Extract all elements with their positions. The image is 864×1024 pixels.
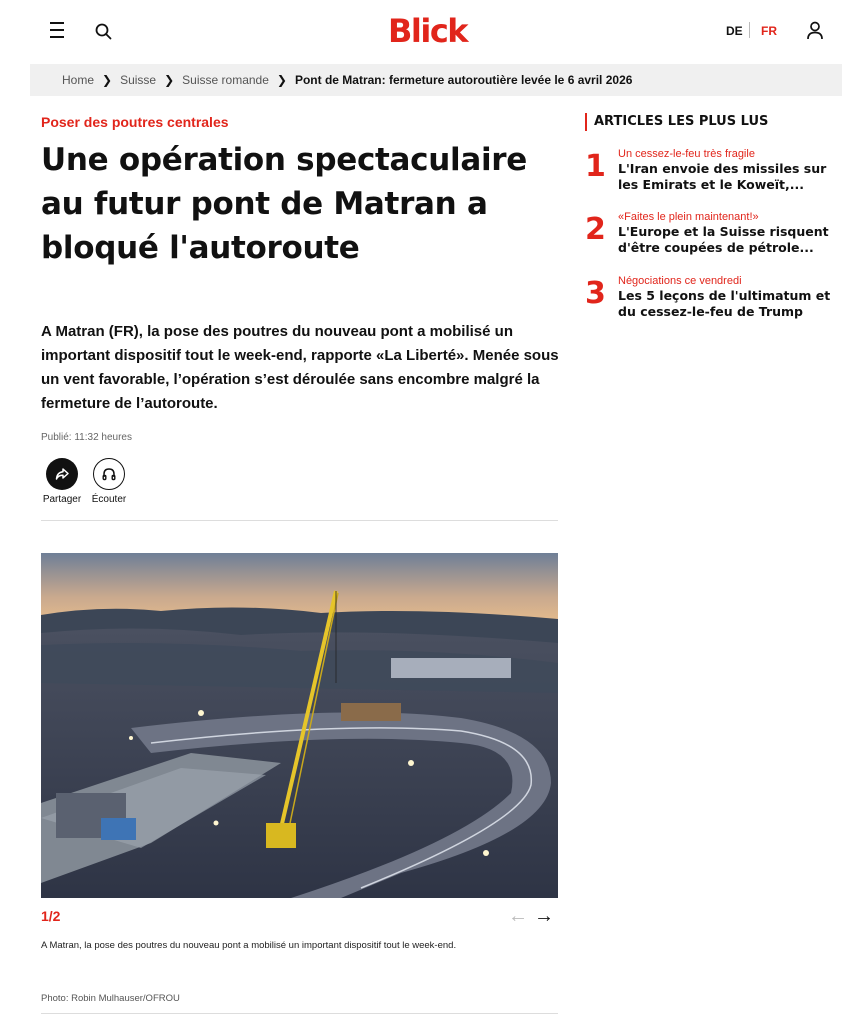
breadcrumb-home[interactable]: Home [62,73,95,87]
gallery-next-button[interactable]: → [534,905,554,927]
rank-number: 1 [585,149,606,184]
article-lead: A Matran (FR), la pose des poutres du nouveau pont a mobilisé un important dispositif tout le week-end, rapporte «La Liberté». Menée sous un vent favorable, l’opération s’est déroulée sans encombre malgré la fermeture de l’autoroute. [41,323,559,412]
item-headline[interactable]: L'Europe et la Suisse risquent d'être coupées de pétrole... [618,224,829,255]
hamburger-icon[interactable] [50,22,70,40]
chevron-right-icon: ❯ [164,73,175,87]
photo-credit: Photo: Robin Mulhauser/OFROU [41,993,180,1004]
divider [41,1013,558,1014]
breadcrumb [30,64,842,96]
breadcrumb-current: Pont de Matran: fermeture autoroutière levée le 6 avril 2026 [294,73,633,87]
item-headline[interactable]: Les 5 leçons de l'ultimatum et du cessez-le-feu de Trump [618,288,831,319]
item-kicker: «Faites le plein maintenant!» [618,211,759,223]
rank-number: 3 [585,276,606,311]
gallery-counter: 1/2 [41,908,61,924]
article-photo[interactable] [41,553,558,898]
item-kicker: Négociations ce vendredi [618,275,742,287]
chevron-right-icon: ❯ [102,73,113,87]
gallery-prev-button[interactable]: ← [508,905,528,927]
most-read-title: ARTICLES LES PLUS LUS [585,113,768,131]
article-headline: Une opération spectaculaire au futur pont de Matran a bloqué l'autoroute [41,142,527,266]
chevron-right-icon: ❯ [276,73,287,87]
search-icon[interactable] [94,22,114,42]
share-icon [46,458,78,490]
divider [41,520,558,521]
listen-label: Écouter [91,494,127,505]
breadcrumb-suisse[interactable]: Suisse [120,73,157,87]
headphones-icon [93,458,125,490]
site-header [0,0,864,64]
item-kicker: Un cessez-le-feu très fragile [618,148,755,160]
article-kicker: Poser des poutres centrales [41,114,229,130]
published-time: Publié: 11:32 heures [41,432,132,443]
language-divider [749,22,750,38]
share-button[interactable] [41,458,83,505]
rank-number: 2 [585,212,606,247]
item-headline[interactable]: L'Iran envoie des missiles sur les Emirats et le Koweït,... [618,161,827,192]
language-de[interactable]: DE [726,24,743,38]
share-label: Partager [42,494,82,505]
listen-button[interactable] [88,458,130,505]
user-icon[interactable] [805,20,825,42]
blick-logo[interactable]: Blick [388,12,468,50]
language-fr[interactable]: FR [761,24,777,38]
photo-caption: A Matran, la pose des poutres du nouveau pont a mobilisé un important dispositif tout le week-end. [41,940,457,951]
breadcrumb-suisse-romande[interactable]: Suisse romande [182,73,269,87]
